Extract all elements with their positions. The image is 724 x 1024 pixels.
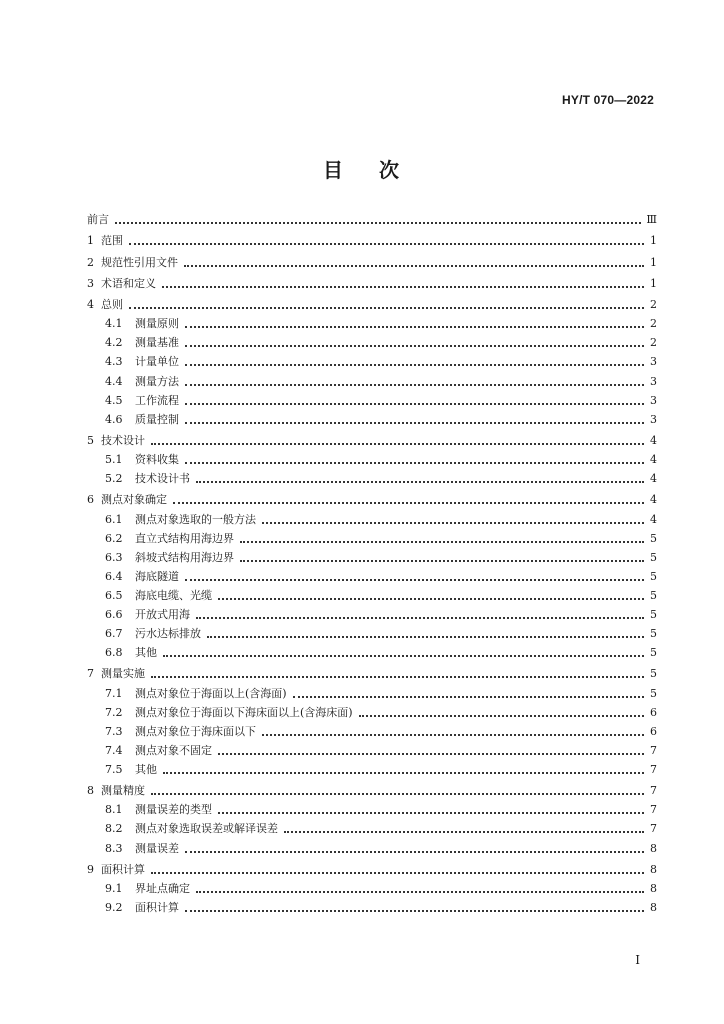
toc-entry-number: 7.2 (105, 705, 123, 719)
toc-entry-page: 7 (650, 803, 657, 817)
toc-entry (87, 295, 657, 314)
toc-entry-page: 3 (650, 412, 657, 426)
toc-dot-leader (151, 782, 644, 795)
toc-entry-page: 7 (650, 822, 657, 836)
toc-entry (87, 624, 657, 643)
toc-entry-page: 8 (650, 841, 657, 855)
toc-entry-label: 面积计算 (135, 900, 179, 914)
toc-entry-page: 2 (650, 317, 657, 331)
toc-entry-page: 8 (650, 881, 657, 895)
toc-entry-page: 8 (650, 900, 657, 914)
toc-dot-leader (218, 587, 644, 600)
toc-entry-label: 计量单位 (135, 355, 179, 369)
toc-dot-leader (185, 373, 644, 386)
toc-entry (87, 333, 657, 352)
toc-dot-leader (151, 665, 644, 678)
toc-entry-label: 斜坡式结构用海边界 (135, 550, 234, 564)
toc-dot-leader (151, 432, 644, 445)
toc-entry-label: 测量误差的类型 (135, 803, 212, 817)
toc-entry (87, 781, 657, 800)
toc-dot-leader (240, 549, 644, 562)
toc-entry-label: 测点对象选取误差或解译误差 (135, 822, 278, 836)
toc-entry-label: 界址点确定 (135, 881, 190, 895)
toc-entry-label: 规范性引用文件 (101, 255, 178, 269)
toc-dot-leader (262, 511, 644, 524)
toc-entry-label: 技术设计书 (135, 472, 190, 486)
toc-entry-label: 测量方法 (135, 374, 179, 388)
toc-entry-page: 5 (650, 608, 657, 621)
toc-entry-page: 4 (650, 433, 657, 447)
page-title (0, 154, 724, 183)
toc-dot-leader (218, 742, 644, 755)
toc-entry-number: 8.2 (105, 822, 123, 836)
toc-entry-label: 测点对象选取的一般方法 (135, 512, 256, 526)
toc-dot-leader (184, 254, 644, 267)
toc-entry-page: 5 (650, 550, 657, 564)
toc-entry-label: 测量实施 (101, 667, 145, 681)
toc-entry-number: 9.2 (105, 900, 123, 914)
toc-dot-leader (207, 625, 644, 638)
toc-entry-label: 测量基准 (135, 336, 179, 350)
toc-entry-page: 5 (650, 646, 657, 660)
toc-dot-leader (359, 704, 644, 717)
toc-entry-number: 8.1 (105, 803, 123, 817)
toc-dot-leader (284, 820, 644, 833)
toc-entry-page: 7 (650, 762, 657, 776)
toc-entry (87, 450, 657, 469)
toc-entry (87, 372, 657, 391)
toc-entry-page: 5 (650, 627, 657, 641)
toc-entry-label: 测点对象确定 (101, 493, 167, 507)
toc-entry-label: 测点对象位于海面以下海床面以上(含海床面) (135, 705, 353, 719)
toc-dot-leader (185, 840, 644, 853)
toc-entry (87, 898, 657, 917)
toc-entry-number: 4.6 (105, 412, 123, 426)
toc-entry-label: 质量控制 (135, 412, 179, 426)
toc-entry-label: 其他 (135, 646, 157, 660)
toc-entry-number: 4.3 (105, 355, 123, 369)
toc-entry-label: 工作流程 (135, 393, 179, 407)
toc-entry-number: 4.5 (105, 393, 123, 407)
toc-entry-page: 5 (650, 588, 657, 602)
toc-dot-leader (185, 315, 644, 328)
toc-entry-number: 7.5 (105, 762, 123, 776)
toc-entry-number: 9 (87, 862, 94, 876)
toc-entry-label: 测点对象位于海面以上(含海面) (135, 686, 287, 700)
toc-entry-page: 7 (650, 743, 657, 757)
title-char-1: 目 (323, 158, 345, 182)
footer-page-number: I (635, 953, 640, 967)
toc-dot-leader (185, 899, 644, 912)
toc-entry-label: 其他 (135, 762, 157, 776)
toc-entry-label: 测量误差 (135, 841, 179, 855)
toc-entry-number: 3 (87, 276, 94, 290)
toc-entry-number: 7 (87, 667, 94, 681)
title-char-2: 次 (379, 158, 401, 182)
toc-entry-page: 6 (650, 724, 657, 738)
toc-entry-page: 5 (650, 667, 657, 681)
toc-dot-leader (240, 530, 644, 543)
toc-dot-leader (173, 491, 644, 504)
toc-entry (87, 490, 657, 509)
toc-entry-label: 测点对象不固定 (135, 743, 212, 757)
toc-entry-label: 测量原则 (135, 317, 179, 331)
toc-entry-number: 6.3 (105, 550, 123, 564)
toc-entry-page: 3 (650, 393, 657, 407)
toc-entry-number: 5.1 (105, 453, 123, 467)
toc-entry (87, 703, 657, 722)
toc-dot-leader (185, 392, 644, 405)
toc-entry (87, 352, 657, 371)
toc-entry-label: 技术设计 (101, 433, 145, 447)
toc-entry-label: 范围 (101, 234, 123, 248)
toc-entry-page: 8 (650, 862, 657, 876)
toc-dot-leader (185, 353, 644, 366)
toc-dot-leader (196, 470, 644, 483)
toc-entry-page: 3 (650, 355, 657, 369)
toc-dot-leader (162, 275, 644, 288)
toc-entry (87, 741, 657, 760)
toc-entry (87, 819, 657, 838)
toc-entry-label: 海底电缆、光缆 (135, 588, 212, 602)
toc-dot-leader (163, 761, 644, 774)
toc-entry (87, 529, 657, 548)
toc-entry (87, 605, 657, 624)
toc-dot-leader (218, 801, 644, 814)
toc-entry-number: 2 (87, 255, 94, 269)
toc-entry-number: 4.2 (105, 336, 123, 350)
toc-dot-leader (151, 861, 644, 874)
toc-entry (87, 664, 657, 683)
toc-dot-leader (185, 334, 644, 347)
toc-entry-page: 1 (650, 255, 657, 269)
toc-entry-number: 8 (87, 784, 94, 798)
toc-entry (87, 469, 657, 488)
toc-entry-page: 4 (650, 453, 657, 467)
toc-entry-page: 4 (650, 472, 657, 486)
toc-entry (87, 410, 657, 429)
toc-entry (87, 231, 657, 250)
toc-entry-page: 5 (650, 569, 657, 583)
toc-entry (87, 684, 657, 703)
toc-entry (87, 548, 657, 567)
toc-dot-leader (262, 723, 644, 736)
toc-entry-label: 前言 (87, 213, 109, 226)
toc-entry-number: 5 (87, 433, 94, 447)
toc-entry (87, 800, 657, 819)
toc-entry (87, 314, 657, 333)
toc-entry (87, 643, 657, 662)
toc-entry-number: 6.7 (105, 627, 123, 641)
toc-entry (87, 391, 657, 410)
toc-dot-leader (163, 644, 644, 657)
toc-entry-number: 6.1 (105, 512, 123, 526)
toc-entry-number: 9.1 (105, 881, 123, 895)
toc-entry-number: 4.4 (105, 374, 123, 388)
toc-dot-leader (115, 211, 641, 224)
toc-entry-number: 7.4 (105, 743, 123, 757)
toc-entry-number: 8.3 (105, 841, 123, 855)
toc-entry-page: 6 (650, 705, 657, 719)
toc-entry-label: 术语和定义 (101, 276, 156, 290)
toc-entry-number: 6.2 (105, 531, 123, 545)
toc-entry (87, 586, 657, 605)
toc-entry-number: 6 (87, 493, 94, 507)
toc-entry-page: 4 (650, 512, 657, 526)
toc-dot-leader (185, 451, 644, 464)
toc-entry-page: 3 (650, 374, 657, 388)
toc-entry-number: 6.6 (105, 608, 123, 621)
toc-entry-label: 测量精度 (101, 784, 145, 798)
toc-entry-page: 1 (650, 234, 657, 248)
toc-entry (87, 274, 657, 293)
toc-entry-page: 5 (650, 686, 657, 700)
toc-entry (87, 210, 657, 229)
document-code: HY/T 070—2022 (562, 93, 654, 107)
toc-entry-number: 6.8 (105, 646, 123, 660)
toc-entry-label: 测点对象位于海床面以下 (135, 724, 256, 738)
toc-entry-number: 7.1 (105, 686, 123, 700)
toc-entry-page: 5 (650, 531, 657, 545)
toc-entry (87, 879, 657, 898)
toc-dot-leader (185, 568, 644, 581)
toc-entry-number: 6.5 (105, 588, 123, 602)
toc-dot-leader (129, 296, 644, 309)
toc-entry-label: 面积计算 (101, 862, 145, 876)
toc-entry (87, 431, 657, 450)
toc-entry-number: 5.2 (105, 472, 123, 486)
toc-dot-leader (185, 411, 644, 424)
toc-entry-label: 总则 (101, 298, 123, 312)
toc-entry-number: 4.1 (105, 317, 123, 331)
toc-entry-number: 4 (87, 298, 94, 312)
toc-entry-label: 海底隧道 (135, 569, 179, 583)
toc-entry-label: 开放式用海 (135, 608, 190, 621)
toc-entry (87, 253, 657, 272)
toc-dot-leader (196, 606, 644, 619)
toc-entry-number: 7.3 (105, 724, 123, 738)
toc-dot-leader (196, 880, 644, 893)
toc-entry-label: 直立式结构用海边界 (135, 531, 234, 545)
toc-entry-number: 6.4 (105, 569, 123, 583)
table-of-contents (87, 210, 657, 917)
toc-entry-page: 4 (650, 493, 657, 507)
toc-entry-page: 2 (650, 298, 657, 312)
toc-entry-label: 资料收集 (135, 453, 179, 467)
toc-entry-page: 1 (650, 276, 657, 290)
toc-entry-label: 污水达标排放 (135, 627, 201, 641)
toc-entry (87, 760, 657, 779)
toc-entry-number: 1 (87, 234, 94, 248)
toc-dot-leader (129, 232, 644, 245)
toc-entry-page: 2 (650, 336, 657, 350)
toc-entry-page: 7 (650, 784, 657, 798)
toc-entry (87, 860, 657, 879)
toc-entry (87, 567, 657, 586)
toc-entry-page: Ⅲ (646, 213, 657, 226)
toc-entry (87, 722, 657, 741)
toc-dot-leader (293, 685, 644, 698)
toc-entry (87, 839, 657, 858)
toc-entry (87, 510, 657, 529)
